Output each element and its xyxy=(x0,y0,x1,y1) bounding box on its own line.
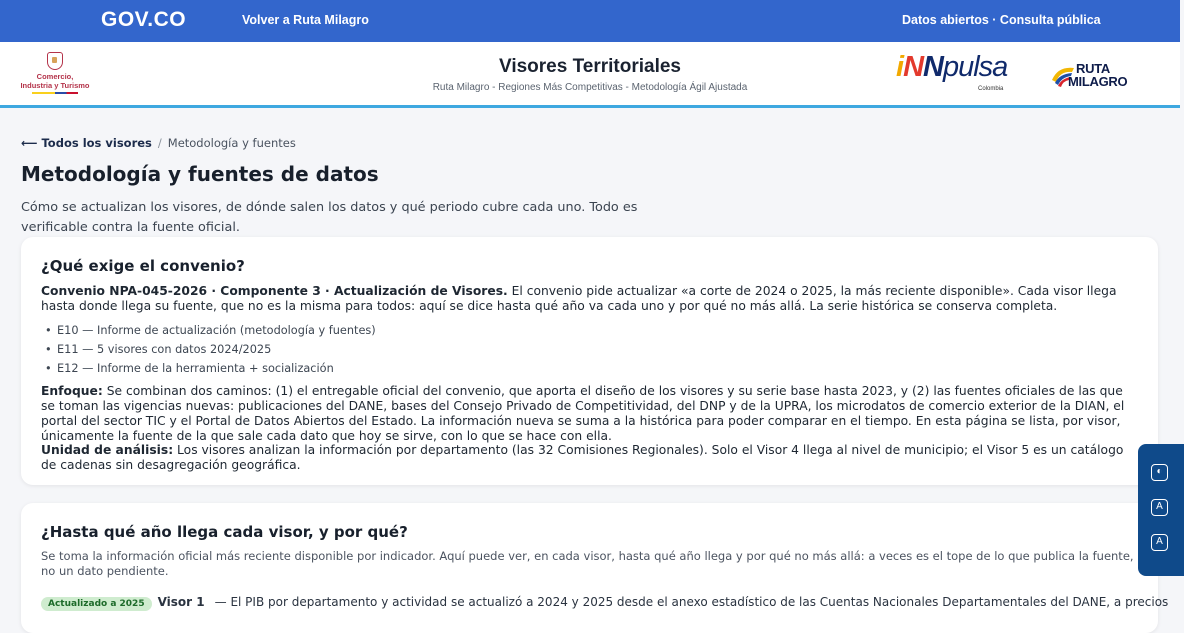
ruta-logo-line1: RUTA xyxy=(1076,61,1110,76)
unit-label: Unidad de análisis: xyxy=(41,443,174,458)
deliverables-list xyxy=(45,321,1138,378)
convenio-lead-bold: Convenio NPA-045-2026 · Componente 3 · Actualización de Visores. xyxy=(41,284,508,298)
site-header xyxy=(0,42,1180,108)
page-title: Metodología y fuentes de datos xyxy=(21,162,379,186)
visor-row xyxy=(41,595,1169,611)
ruta-logo-line2: MILAGRO xyxy=(1068,74,1128,89)
focus-text: Se combinan dos caminos: (1) el entregable oficial del convenio, que aporta el diseño de los visores y su serie base hasta 2023, y (2) las fuentes oficiales de las que se toman las vigencias nuevas: publicaciones del DANE, bases del Consejo Privado de Competitividad, del DNP y de la UPRA, los microdatos de comercio exterior de la DIAN, el portal del sector TIC y el Portal de Datos Abiertos del Estado. La información nueva se suma a la histórica para poder comparar en el tiempo. En esta página se lista, por visor, únicamente la fuente de la que sale cada dato que hoy se sirve, con lo que se hace con ella. xyxy=(41,384,1125,443)
page-intro: Cómo se actualizan los visores, de dónde salen los datos y qué periodo cubre cada uno. Todo es verificable contra la fuente oficial. xyxy=(21,200,638,235)
accessibility-panel xyxy=(1138,444,1184,576)
list-item: • E11 — 5 visores con datos 2024/2025 xyxy=(45,340,1138,359)
convenio-card xyxy=(21,237,1158,485)
innpulsa-country: Colombia xyxy=(978,86,1004,92)
font-increase-icon[interactable]: A xyxy=(1151,534,1168,551)
status-badge: Actualizado a 2025 xyxy=(41,597,152,611)
govco-logo[interactable]: GOV.CO xyxy=(101,8,187,31)
open-data-link[interactable]: Datos abiertos · Consulta pública xyxy=(902,13,1101,27)
back-to-ruta-milagro-link[interactable]: Volver a Ruta Milagro xyxy=(242,13,369,27)
list-item: • E12 — Informe de la herramienta + socialización xyxy=(45,359,1138,378)
convenio-card-title: ¿Qué exige el convenio? xyxy=(41,257,245,275)
ruta-milagro-logo xyxy=(1062,62,1127,88)
unit-text: Los visores analizan la información por departamento (las 32 Comisiones Regionales). Solo el Visor 4 llega al nivel de municipio; el Visor 5 es un catálogo de cadenas sin desagregación geográfica. xyxy=(41,443,1124,472)
site-title: Visores Territoriales xyxy=(498,56,681,77)
focus-paragraph xyxy=(41,384,1138,443)
visor-name: Visor 1 xyxy=(157,595,205,609)
coverage-card xyxy=(21,503,1169,633)
list-item: • E10 — Informe de actualización (metodología y fuentes) xyxy=(45,321,1138,340)
coverage-description: Se toma la información oficial más reciente disponible por indicador. Aquí puede ver, en cada visor, hasta qué año llega y por qué no más allá: a veces es el tope de lo que publica la fuente, no un dato pendiente. xyxy=(41,549,1134,578)
unit-paragraph xyxy=(41,443,1138,472)
breadcrumb-current: Metodología y fuentes xyxy=(167,136,296,150)
visor-row-text: — El PIB por departamento y actividad se actualizó a 2024 y 2025 desde el anexo estadístico de las Cuentas Nacionales Departamentales del DANE, a precios xyxy=(214,595,1169,609)
innpulsa-logo: iNNpulsa xyxy=(896,51,1008,83)
breadcrumb xyxy=(21,136,296,150)
coverage-card-title: ¿Hasta qué año llega cada visor, y por qué? xyxy=(41,523,408,541)
ministry-label: Comercio, Industria y Turismo xyxy=(20,72,90,90)
focus-label: Enfoque: xyxy=(41,384,103,399)
convenio-lead-text: El convenio pide actualizar «a corte de 2024 o 2025, la más reciente disponible». Cada visor llega hasta donde llega su fuente, que no es la misma para todos: aquí se dice hasta qué año va cada uno y por qué no más allá. La serie histórica se conserva completa. xyxy=(41,284,1117,313)
convenio-lead xyxy=(41,284,1138,313)
breadcrumb-all-visores-link[interactable]: ⟵ Todos los visores xyxy=(21,136,152,150)
gov-top-bar xyxy=(0,0,1180,42)
font-decrease-icon[interactable]: A xyxy=(1151,499,1168,516)
site-subtitle: Ruta Milagro - Regiones Más Competitivas - Metodología Ágil Ajustada xyxy=(432,82,748,93)
contrast-toggle-icon[interactable]: ◐ xyxy=(1151,464,1168,481)
breadcrumb-separator: / xyxy=(157,136,162,150)
